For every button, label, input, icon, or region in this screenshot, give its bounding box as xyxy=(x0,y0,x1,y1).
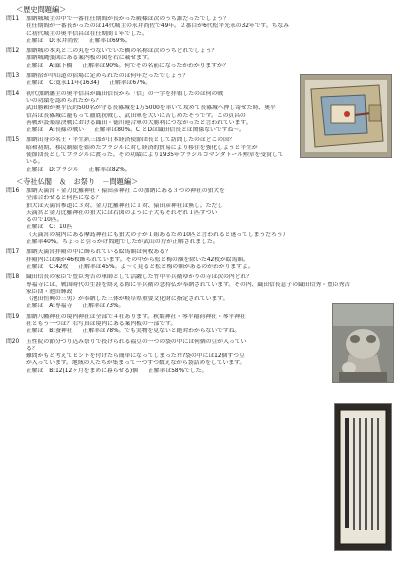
question-number: 問16 xyxy=(6,187,20,194)
question-number: 問20 xyxy=(6,338,20,345)
question-line: 全部合わせると何匹になる？ xyxy=(26,195,102,202)
question-line: 初代加納藩主の奥平信昌が織田信長から「信」の一字を拝領したのは何の戦 xyxy=(26,90,224,97)
answer-text: 正解は D:永井尚佐 xyxy=(26,37,79,44)
answer-text: 正解は C：10匹 xyxy=(26,224,73,231)
question-line: 拝殿内には額が46枚飾られています。その中から松と梅の額を除いた42枚が絵馬額。 xyxy=(26,256,249,263)
question-line: 加納出身の名士・平生釟三郎が日本経済使節団長として訪問したのはどこの国？ xyxy=(26,137,235,144)
answer-line xyxy=(26,38,394,45)
answer-rate: 正解率は69%。 xyxy=(88,37,131,44)
question-line: 狛犬は天満宮参道に３対、金刀比羅神社に１対、猿田彦神社は無し。ただし xyxy=(26,202,224,209)
answer-text: 正解は C:42枚 xyxy=(26,263,69,270)
question-line: 専福寺には、戦国時代の生涯を終える際に半兵衛の念持仏が奉納されています。その内、織田信長息子の織田信秀・豊臣秀吉 xyxy=(26,281,351,288)
answer-rate: 正解率は58%でした。 xyxy=(148,367,208,374)
answer-line xyxy=(26,328,330,335)
answer-line xyxy=(26,368,330,375)
answer-rate: 正解率は73%。 xyxy=(82,303,125,310)
answer-rate: 正解率は45%。よ～く見ると松と梅の額があるのがわかりますよ。 xyxy=(78,263,254,270)
question-number: 問15 xyxy=(6,137,20,144)
question-12 xyxy=(6,48,394,70)
question-11 xyxy=(6,16,394,45)
section-title: ＜寺社仏閣 ＆ お祭り －問題編＞ xyxy=(16,176,139,186)
question-line: いの功績を認められたから？ xyxy=(26,97,102,104)
question-line: が入っています。地域の人たちが集まって一つずつ数えながら袋詰めをしています。 xyxy=(26,360,246,367)
question-line: 加納八幡神社の境内神社は全部で４社あります。秋葉神社・琴平稲荷神社・琴平神社 xyxy=(26,313,246,320)
section-title: ＜歴史問題編＞ xyxy=(16,5,67,14)
question-body xyxy=(26,48,394,70)
answer-line xyxy=(26,224,330,231)
question-body xyxy=(26,16,394,45)
castle-map-image xyxy=(301,75,391,157)
question-body xyxy=(26,249,394,271)
question-line: 加納天満宮・金刀比羅神社・猿田彦神社 この加納にある３つの神社の狛犬を xyxy=(26,187,225,194)
question-line: る？ xyxy=(26,345,38,352)
question-line: 善戦が設楽原決戦における織田・徳川連合軍の大勝利につながったと言われています。 xyxy=(26,119,252,126)
answer-text: 正解は B:蚕神社 xyxy=(26,328,73,335)
question-16 xyxy=(6,188,394,246)
answer-rate: 正解率は78%。でも実物を見ないと絶対わからないですね。 xyxy=(82,328,241,335)
answer-note: （天満宮の境内にある摩島神社にも狛犬の子が１組あるため10匹と言われると迷ってしまうだろう） xyxy=(26,231,289,238)
question-line: 家臣団・池田輝政 xyxy=(26,288,73,295)
komainu-photo xyxy=(332,303,394,383)
question-number: 問13 xyxy=(6,73,20,80)
answer-text: 正解は A:廊下橋 xyxy=(26,62,73,69)
question-line: 天満宮と金刀比羅神社の狛犬には右図のように子犬もそれぞれ１匹ずつい xyxy=(26,209,218,216)
answer-rate: 正解率40%。ちょっと引っかけ問題でしたが武山の方が正解されました。 xyxy=(26,239,219,246)
question-line: 使節団長としてブラジルに渡った。その功績により1935年ブラジルコマンダトール勲章を受賞して xyxy=(26,152,284,159)
answer-rate: 正解率は80%。C とDは織田信長とは関係ないですね～。 xyxy=(94,127,245,134)
question-line: 加納城城主の中で一番在任期間が長かった殿様は次のうち誰だったでしょう？ xyxy=(26,16,229,22)
question-line: に初代城主の奥平信昌は在任期間１年でした。 xyxy=(26,30,148,37)
answer-line xyxy=(26,63,302,70)
question-number: 問17 xyxy=(6,249,20,256)
question-line: 社ともう一つは？右写真は境内にある案内板の一部です。 xyxy=(26,320,177,327)
question-line: 武田勝頼が奥平氏約500名が守る長篠城を1万5000を率いて攻めて長篠城へ押し寄せた時、奥平 xyxy=(26,105,276,112)
shrine-signboard-image xyxy=(335,404,391,550)
question-line: 加納城の本丸と二の丸をつないでいた橋の名称は次のうちどれでしょう？ xyxy=(26,48,218,55)
answer-text: 正解は D:ブラジル xyxy=(26,166,79,173)
question-number: 問19 xyxy=(6,313,20,320)
question-line: 加納宿が中山道の宿場に定められたのは何年だったでしょう？ xyxy=(26,73,189,80)
castle-map-photo xyxy=(300,74,392,158)
answer-rate: 正解率は67%。 xyxy=(109,80,152,87)
answer-line xyxy=(26,80,302,87)
komainu-statue-image xyxy=(333,304,393,382)
question-line: （池田恒興の三男）が奉納した三体が岐阜県重要文化財に指定されています。 xyxy=(26,296,229,303)
question-line: 加納城縄張図にある案内板の図を右に載せます。 xyxy=(26,55,154,62)
question-line: るので10匹。 xyxy=(26,217,63,224)
shrine-signboard-photo xyxy=(334,403,392,551)
question-number: 問14 xyxy=(6,90,20,97)
question-number: 問18 xyxy=(6,274,20,281)
question-line: いる。 xyxy=(26,159,44,166)
question-line: 難問かもと考えてヒントを付けたら簡単になってしまった?!?袋の中には12個ずつ豆 xyxy=(26,353,245,360)
answer-line xyxy=(26,167,394,174)
question-number: 問12 xyxy=(6,48,20,55)
answer-text: 正解は A:専福寺 xyxy=(26,303,73,310)
question-line: 織田信長の家臣で豊臣秀吉の軍師として活躍した竹中半兵衛ゆかりの寺は次の内どれ？ xyxy=(26,274,253,281)
answer-text: 正解は C:寛永11年(1634) xyxy=(26,80,100,87)
question-line: 加納天満宮拝殿の中に飾られている絵馬額は何枚ある？ xyxy=(26,249,171,256)
question-line: 信昌は長篠城に籠もって徹底抗戦し、武田軍を大いに苦しめたそうです。この貞昌の xyxy=(26,112,246,119)
question-number: 問11 xyxy=(6,16,20,22)
answer-text: 正解は B:12(12ヶ月をまめに暮らせる)個 xyxy=(26,367,138,374)
answer-line xyxy=(26,264,394,271)
answer-rate: 正解率は90%。何でその名前になったかわかりますか？ xyxy=(82,62,229,69)
question-body xyxy=(26,188,394,246)
question-line: 玉性院の節分つり込み祭りで投げられる福豆の一つの袋の中には何個の豆が入ってい xyxy=(26,338,247,345)
question-line: 在任期間が一番長かったのは14代城主の永井尚佐で49年。２番目が6代松平光永の32年です。ちなみ xyxy=(26,23,290,30)
answer-rate: 正解率は82%。 xyxy=(88,166,131,173)
question-17 xyxy=(6,249,394,271)
question-line: 昭和初期、移民制限を始めたブラジルに対し経済的貿易により移住を強化しようと平生が xyxy=(26,144,258,151)
answer-text: 正解は A:長篠の戦い xyxy=(26,127,84,134)
